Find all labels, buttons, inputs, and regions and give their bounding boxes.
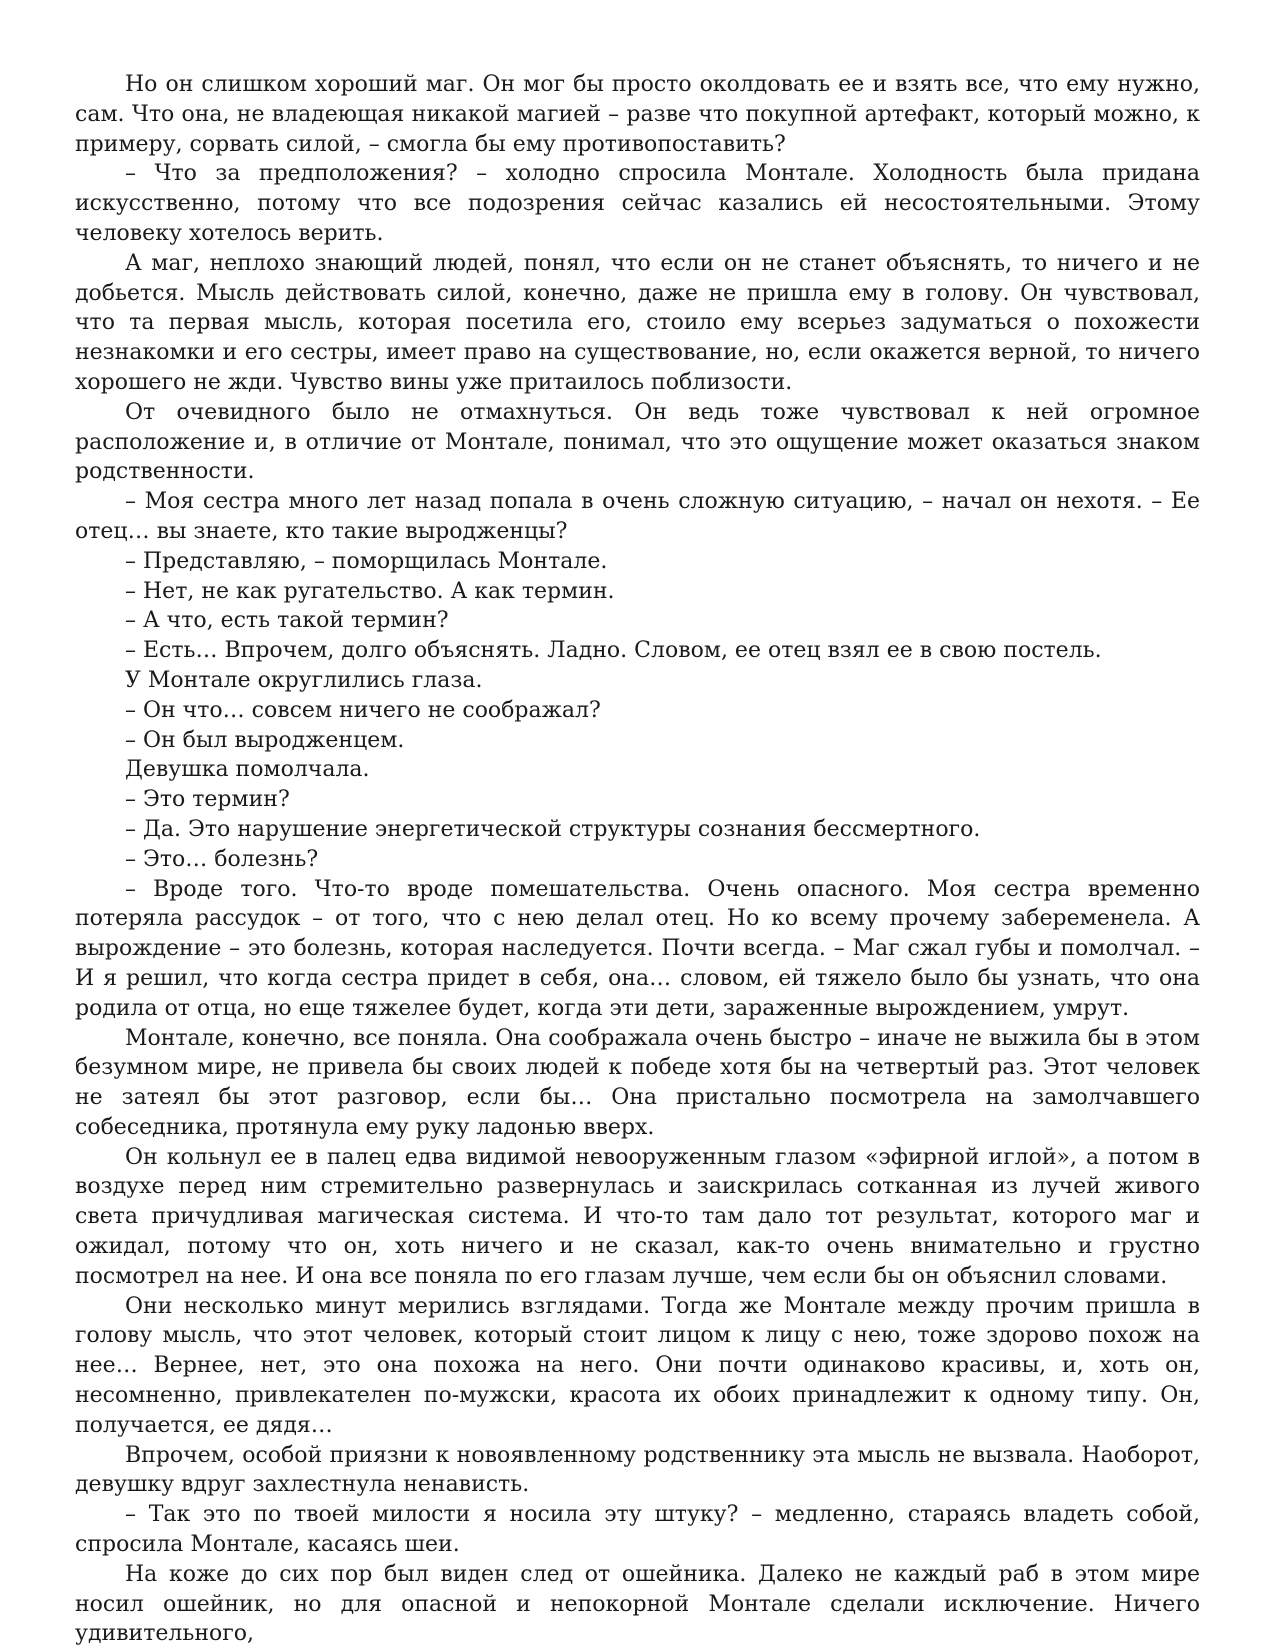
paragraph: – Нет, не как ругательство. А как термин. [125, 578, 615, 604]
paragraph: – Что за предположения? – холодно спросила Монтале. Холодность была придана искусственно, потому что все подозрения сейчас казались ей несостоятельными. Этому человеку хотелось верить. [75, 161, 1200, 246]
paragraph: – Он что… совсем ничего не соображал? [125, 697, 601, 723]
paragraph: Монтале, конечно, все поняла. Она соображала очень быстро – иначе не выжила бы в этом безумном мире, не привела бы своих людей к победе хотя бы на четвертый раз. Этот человек не затеял бы этот разговор, если бы… Она пристально посмотрела на замолчавшего собеседника, протянула ему руку ладонью вверх. [75, 1025, 1200, 1140]
paragraph: – Это термин? [125, 787, 290, 813]
paragraph: – А что, есть такой термин? [125, 608, 449, 634]
paragraph: Девушка помолчала. [125, 757, 370, 783]
paragraph: А маг, неплохо знающий людей, понял, что если он не станет объяснять, то ничего и не добьется. Мысль действовать силой, конечно, даже не пришла ему в голову. Он чувствовал, что та первая мысль, которая посетила его, стоило ему всерьез задуматься о похожести незнакомки и его сестры, имеет право на существование, но, если окажется верной, то ничего хорошего не жди. Чувство вины уже притаилось поблизости. [75, 250, 1200, 395]
paragraph: У Монтале округлились глаза. [125, 667, 483, 693]
paragraph: – Представляю, – поморщилась Монтале. [125, 548, 608, 574]
paragraph: – Да. Это нарушение энергетической структуры сознания бессмертного. [125, 816, 981, 842]
paragraph: – Есть… Впрочем, долго объяснять. Ладно. Словом, ее отец взял ее в свою постель. [125, 638, 1102, 664]
paragraph: Они несколько минут мерились взглядами. Тогда же Монтале между прочим пришла в голову мысль, что этот человек, который стоит лицом к лицу с нею, тоже здорово похож на нее… Вернее, нет, это она похожа на него. Они почти одинаково красивы, и, хоть он, несомненно, привлекателен по-мужски, красота их обоих принадлежит к одному типу. Он, получается, ее дядя… [75, 1293, 1200, 1438]
paragraph: – Так это по твоей милости я носила эту штуку? – медленно, стараясь владеть собой, спросила Монтале, касаясь шеи. [75, 1502, 1200, 1558]
paragraph: От очевидного было не отмахнуться. Он ведь тоже чувствовал к ней огромное расположение и, в отличие от Монтале, понимал, что это ощущение может оказаться знаком родственности. [75, 399, 1200, 485]
paragraph: – Это… болезнь? [125, 846, 319, 872]
paragraph: Но он слишком хороший маг. Он мог бы просто околдовать ее и взять все, что ему нужно, сам. Что она, не владеющая никакой магией – разве что покупной артефакт, который можно, к примеру, сорвать силой, – смогла бы ему противопоставить? [75, 72, 1200, 157]
paragraph: На коже до сих пор был виден след от ошейника. Далеко не каждый раб в этом мире носил ошейник, но для опасной и непокорной Монтале сделали исключение. Ничего удивительного, [75, 1561, 1200, 1647]
paragraph: – Моя сестра много лет назад попала в очень сложную ситуацию, – начал он нехотя. – Ее отец… вы знаете, кто такие выродженцы? [75, 489, 1200, 544]
document-page [75, 70, 1200, 1649]
paragraph: – Вроде того. Что-то вроде помешательства. Очень опасного. Моя сестра временно потеряла рассудок – от того, что с нею делал отец. Но ко всему прочему забеременела. А вырождение – это болезнь, которая наследуется. Почти всегда. – Маг сжал губы и помолчал. – И я решил, что когда сестра придет в себя, она… словом, ей тяжело было бы узнать, что она родила от отца, но еще тяжелее будет, когда эти дети, зараженные вырождением, умрут. [75, 876, 1200, 1021]
paragraph: – Он был выродженцем. [125, 727, 405, 753]
paragraph: Он кольнул ее в палец едва видимой невооруженным глазом «эфирной иглой», а потом в воздухе перед ним стремительно развернулась и заискрилась сотканная из лучей живого света причудливая магическая система. И что-то там дало тот результат, которого маг и ожидал, потому что он, хоть ничего и не сказал, как-то очень внимательно и грустно посмотрел на нее. И она все поняла по его глазам лучше, чем если бы он объяснил словами. [75, 1144, 1200, 1289]
paragraph: Впрочем, особой приязни к новоявленному родственнику эта мысль не вызвала. Наоборот, девушку вдруг захлестнула ненависть. [75, 1442, 1200, 1498]
